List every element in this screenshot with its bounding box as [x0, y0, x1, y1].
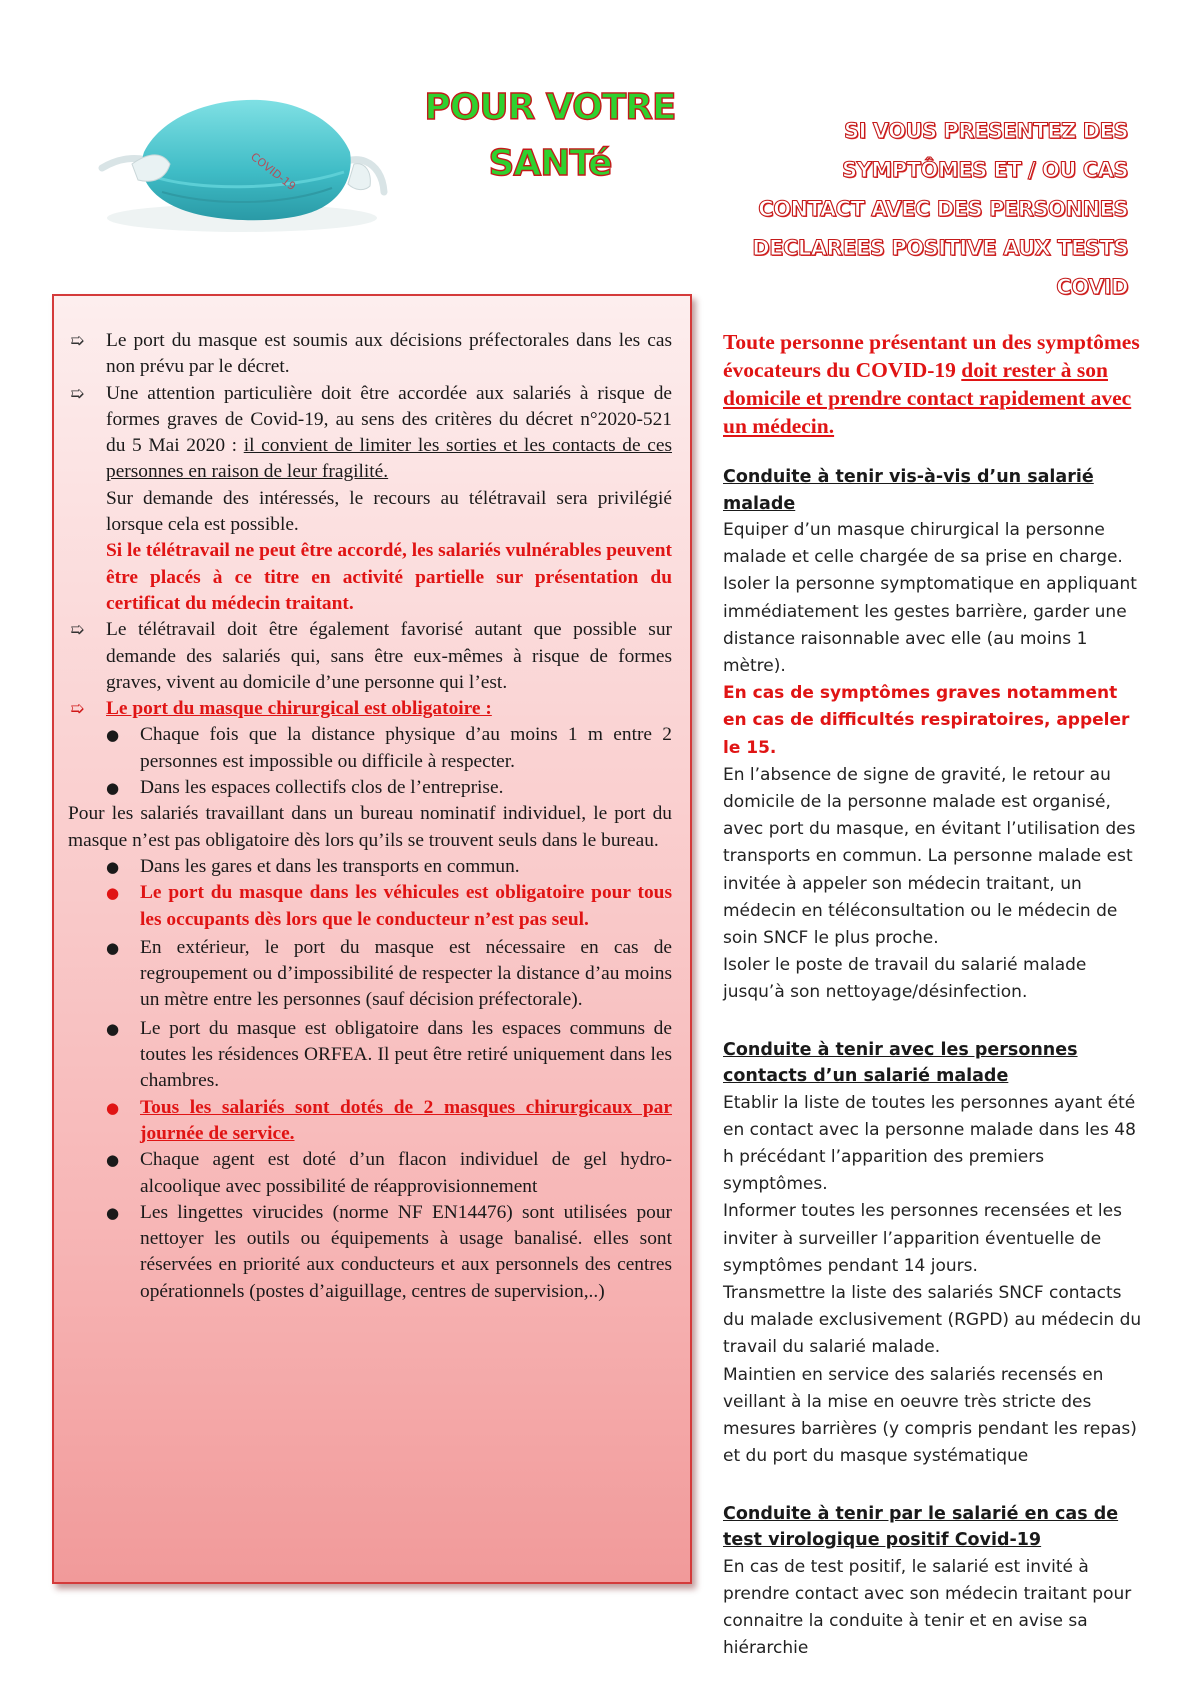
list-item-text: Chaque fois que la distance physique d’au moins 1 m entre 2 personnes est impossible ou difficile à respecter. [140, 724, 672, 772]
section-text: Equiper d’un masque chirurgical la personne malade et celle chargée de sa prise en charge. [723, 520, 1123, 568]
rule-text: Le télétravail doit être également favorisé autant que possible sur demande des salariés qui, sans être eux-mêmes à risque de formes graves, vivent au domicile d’une personne qui l’est. [106, 619, 672, 693]
rule-item [68, 328, 672, 381]
title-line-2: SANTé [488, 143, 612, 184]
list-item [68, 1095, 672, 1148]
bullet-icon: ● [106, 1151, 120, 1170]
intro-text: Toute personne présentant un des symptômes évocateurs du COVID-19 [723, 330, 1140, 382]
list-item [68, 935, 672, 1014]
intro-text-underlined: doit rester à son domicile et prendre contact rapidement avec un médecin. [723, 358, 1132, 438]
intro-warning [723, 328, 1143, 440]
subtitle-line: CONTACT AVEC DES PERSONNES [758, 197, 1128, 221]
bullet-icon: ● [106, 1019, 120, 1038]
list-item-text: Le port du masque dans les véhicules est obligatoire pour tous les occupants dès lors que le conducteur n’est pas seul. [140, 882, 672, 930]
section-heading: Conduite à tenir par le salarié en cas de test virologique positif Covid-19 [723, 1503, 1119, 1550]
list-item [68, 775, 672, 801]
section-text: En cas de test positif, le salarié est invité à prendre contact avec son médecin traitant pour connaitre la conduite à tenir et en avise sa hiérarchie [723, 1556, 1132, 1659]
subtitle-line: COVID [1056, 275, 1128, 299]
surgical-mask-image [92, 80, 392, 240]
rule-text-underlined: il convient de limiter les sorties et les contacts de ces personnes en raison de leur fragilité. [106, 435, 672, 483]
subtitle-line: SI VOUS PRESENTEZ DES [843, 119, 1128, 143]
section-text: Isoler la personne symptomatique en appliquant immédiatement les gestes barrière, garder une distance raisonnable avec elle (au moins 1 mètre). [723, 574, 1137, 677]
section-text: Isoler le poste de travail du salarié malade jusqu’à son nettoyage/désinfection. [723, 955, 1087, 1003]
page-title [400, 80, 700, 192]
section-text: Maintien en service des salariés recensés en veillant à la mise en oeuvre très stricte des mesures barrières (y compris pendant les repas) et du port du masque systématique [723, 1364, 1137, 1467]
partial-activity-warning: Si le télétravail ne peut être accordé, les salariés vulnérables peuvent être placés à ce titre en activité partielle sur présentation du certificat du médecin traitant. [106, 540, 672, 614]
section-heading: Conduite à tenir avec les personnes contacts d’un salarié malade [723, 1039, 1078, 1087]
subtitle-block [690, 112, 1128, 307]
bullet-icon: ● [106, 1098, 120, 1117]
title-line-1: POUR VOTRE [424, 87, 676, 128]
bullet-icon: ● [106, 779, 120, 798]
bullet-icon: ● [106, 884, 120, 903]
bullet-icon: ● [106, 1203, 120, 1222]
list-item [68, 1200, 672, 1305]
office-exception-text: Pour les salariés travaillant dans un bureau nominatif individuel, le port du masque n’est pas obligatoire dès lors qu’ils se trouvent seuls dans le bureau. [68, 803, 672, 851]
list-item-text: Chaque agent est doté d’un flacon individuel de gel hydro-alcoolique avec possibilité de réapprovisionnement [140, 1149, 672, 1197]
list-item-text: Dans les espaces collectifs clos de l’entreprise. [140, 777, 504, 799]
bullet-icon: ● [106, 726, 120, 745]
bullet-icon: ● [106, 938, 120, 957]
rule-text: Le port du masque est soumis aux décisions préfectorales dans les cas non prévu par le décret. [106, 330, 672, 378]
arrow-bullet-icon: ➯ [70, 383, 85, 404]
telework-text: Sur demande des intéressés, le recours au télétravail sera privilégié lorsque cela est possible. [106, 487, 672, 536]
rule-item [68, 696, 672, 722]
subtitle-line: SYMPTÔMES ET / OU CAS [842, 158, 1128, 182]
list-item-text: Les lingettes virucides (norme NF EN14476) sont utilisées pour nettoyer les outils ou équipements à usage banalisé. elles sont réservées en priorité aux conducteurs et aux personnels des centres opérationnels (postes d’aiguillage, centres de supervision,..) [140, 1201, 672, 1302]
list-item [68, 1016, 672, 1095]
mask-rules-content [68, 328, 672, 1305]
list-item-text: En extérieur, le port du masque est nécessaire en cas de regroupement ou d’impossibilité de respecter la distance d’au moins un mètre entre les personnes (sauf décision préfectorale). [140, 936, 672, 1011]
arrow-bullet-icon: ➯ [70, 331, 85, 351]
section-text: Etablir la liste de toutes les personnes ayant été en contact avec la personne malade dans les 48 h précédant l’apparition des premiers symptômes. [723, 1092, 1136, 1195]
list-item-text: Le port du masque est obligatoire dans les espaces communs de toutes les résidences ORFEA. Il peut être retiré uniquement dans les chambres. [140, 1017, 672, 1092]
list-item-text: Tous les salariés sont dotés de 2 masques chirurgicaux par journée de service. [140, 1096, 672, 1144]
emergency-warning: En cas de symptômes graves notamment en cas de difficultés respiratoires, appeler le 15. [723, 683, 1130, 758]
procedures-column [723, 328, 1143, 1662]
list-item [68, 880, 672, 933]
section-text: En l’absence de signe de gravité, le retour au domicile de la personne malade est organisé, avec port du masque, en évitant l’utilisation des transports en commun. La personne malade est invitée à appeler son médecin traitant, un médecin en téléconsultation ou le médecin de soin SNCF le plus proche. [723, 764, 1136, 949]
list-item [68, 722, 672, 775]
section-text: Informer toutes les personnes recensées et les inviter à surveiller l’apparition éventuelle de symptômes pendant 14 jours. [723, 1201, 1122, 1276]
bullet-icon: ● [106, 857, 120, 876]
list-item [68, 1147, 672, 1200]
subtitle-line: DECLAREES POSITIVE AUX TESTS [752, 236, 1128, 260]
rule-item [68, 617, 672, 696]
rule-text: Une attention particulière doit être accordée aux salariés à risque de formes graves de Covid-19, au sens des critères du décret n°2020-521 du 5 Mai 2020 : [106, 382, 672, 457]
section-text: Transmettre la liste des salariés SNCF contacts du malade exclusivement (RGPD) au médecin du travail du salarié malade. [723, 1283, 1142, 1358]
rule-item [68, 381, 672, 486]
arrow-bullet-icon: ➯ [70, 620, 85, 641]
mask-label: COVID-19 [248, 150, 299, 194]
list-item-text: Dans les gares et dans les transports en commun. [140, 855, 520, 877]
section-heading: Conduite à tenir vis-à-vis d’un salarié malade [723, 467, 1094, 514]
list-item [68, 854, 672, 880]
arrow-bullet-icon: ➯ [70, 699, 85, 720]
mandatory-mask-heading: Le port du masque chirurgical est obligatoire : [106, 698, 492, 720]
